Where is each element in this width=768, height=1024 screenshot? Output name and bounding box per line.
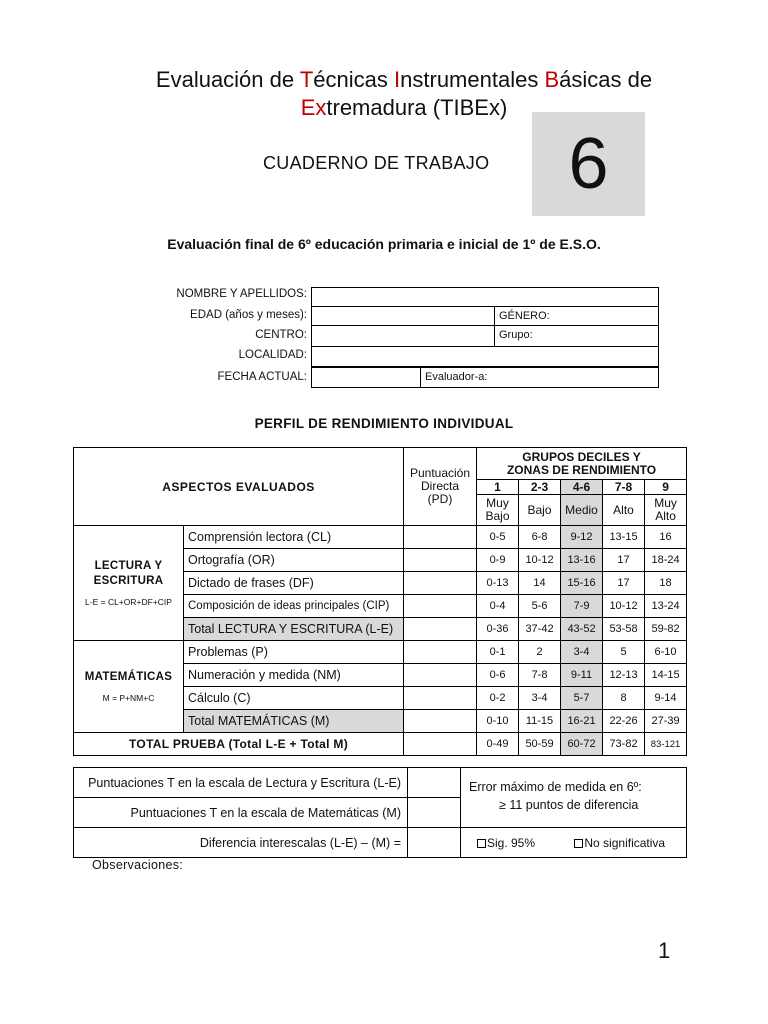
reading-t-input[interactable] (408, 768, 461, 798)
category-name: LECTURA Y (94, 560, 163, 572)
pd-header-line: Puntuación (409, 466, 471, 480)
grand-total-label: TOTAL PRUEBA (Total L-E + Total M) (74, 733, 404, 756)
name-label: NOMBRE Y APELLIDOS: (176, 288, 307, 300)
range-cell: 0-49 (477, 733, 519, 756)
decile-header: 2-3 (519, 480, 561, 495)
decile-header: 7-8 (603, 480, 645, 495)
aspect-label: Composición de ideas principales (CIP) (184, 595, 404, 618)
title-part: ásicas de (559, 67, 653, 92)
title-part: nstrumentales (400, 67, 545, 92)
range-cell: 6-10 (645, 641, 687, 664)
range-cell: 11-15 (519, 710, 561, 733)
pd-input[interactable] (404, 641, 477, 664)
error-note-line: Error máximo de medida en 6º: (469, 780, 642, 794)
range-cell: 9-14 (645, 687, 687, 710)
pd-input[interactable] (404, 595, 477, 618)
pd-input[interactable] (404, 618, 477, 641)
page-number: 1 (658, 938, 671, 963)
range-cell: 43-52 (561, 618, 603, 641)
range-cell: 83-121 (645, 733, 687, 756)
range-cell: 0-6 (477, 664, 519, 687)
title-part: écnicas (313, 67, 395, 92)
groups-header-line: ZONAS DE RENDIMIENTO (506, 462, 657, 477)
decile-header: 4-6 (561, 480, 603, 495)
range-cell: 0-2 (477, 687, 519, 710)
range-cell: 0-36 (477, 618, 519, 641)
aspects-header: ASPECTOS EVALUADOS (74, 448, 404, 526)
pd-input[interactable] (404, 664, 477, 687)
center-field[interactable] (311, 325, 495, 347)
nosig-option[interactable] (574, 836, 665, 850)
range-cell: 0-10 (477, 710, 519, 733)
title-part: Ex (300, 95, 327, 120)
decile-header: 9 (645, 480, 687, 495)
range-cell: 10-12 (519, 549, 561, 572)
range-cell: 13-24 (645, 595, 687, 618)
pd-input[interactable] (404, 687, 477, 710)
range-cell: 22-26 (603, 710, 645, 733)
aspect-label: Cálculo (C) (184, 687, 404, 710)
title-part: B (544, 67, 560, 92)
range-cell: 0-5 (477, 526, 519, 549)
workbook-label: CUADERNO DE TRABAJO (263, 153, 490, 173)
group-label: Grupo: (499, 329, 533, 341)
evaluator-field[interactable] (420, 367, 659, 388)
range-cell: 5-7 (561, 687, 603, 710)
range-cell: 6-8 (519, 526, 561, 549)
age-label: EDAD (años y meses): (190, 309, 307, 321)
subtitle: Evaluación final de 6º educación primaria e inicial de 1º de E.S.O. (167, 236, 601, 252)
range-cell: 9-12 (561, 526, 603, 549)
range-cell: 12-13 (603, 664, 645, 687)
error-note-line: ≥ 11 puntos de diferencia (499, 798, 639, 812)
pd-input[interactable] (404, 710, 477, 733)
math-t-input[interactable] (408, 798, 461, 828)
title-part: Evaluación de (155, 67, 300, 92)
aspect-label: Ortografía (OR) (184, 549, 404, 572)
zone-line: Muy (486, 496, 509, 510)
pd-input[interactable] (404, 733, 477, 756)
sig-option[interactable] (477, 836, 535, 850)
zone-header (645, 495, 687, 526)
profile-title: PERFIL DE RENDIMIENTO INDIVIDUAL (254, 416, 514, 431)
aspect-label: Problemas (P) (184, 641, 404, 664)
range-cell: 0-9 (477, 549, 519, 572)
grade-number: 6 (532, 112, 645, 216)
gender-label: GÉNERO: (499, 310, 550, 322)
title-part: T (299, 67, 314, 92)
zone-header: Medio (561, 495, 603, 526)
category-name: ESCRITURA (93, 575, 164, 587)
checkbox-icon[interactable] (574, 839, 583, 848)
error-note (461, 768, 687, 828)
difference-label: Diferencia interescalas (L-E) – (M) = (74, 828, 408, 858)
range-cell: 60-72 (561, 733, 603, 756)
zone-line: Bajo (485, 509, 510, 523)
t-score-table (73, 767, 687, 858)
significance-options (461, 828, 687, 858)
aspect-label: Numeración y medida (NM) (184, 664, 404, 687)
center-label: CENTRO: (255, 329, 307, 341)
zone-header: Alto (603, 495, 645, 526)
checkbox-icon[interactable] (477, 839, 486, 848)
range-cell: 17 (603, 549, 645, 572)
aspect-label: Dictado de frases (DF) (184, 572, 404, 595)
groups-header (477, 448, 687, 480)
range-cell: 7-9 (561, 595, 603, 618)
range-cell: 0-1 (477, 641, 519, 664)
range-cell: 14-15 (645, 664, 687, 687)
sig-label: Sig. 95% (487, 835, 536, 850)
range-cell: 18-24 (645, 549, 687, 572)
name-field[interactable] (311, 287, 659, 307)
date-field[interactable] (311, 367, 421, 388)
range-cell: 5 (603, 641, 645, 664)
reading-t-label: Puntuaciones T en la escala de Lectura y Escritura (L-E) (74, 768, 408, 798)
locality-label: LOCALIDAD: (238, 349, 307, 361)
locality-field[interactable] (311, 346, 659, 367)
range-cell: 0-4 (477, 595, 519, 618)
range-cell: 15-16 (561, 572, 603, 595)
range-cell: 3-4 (561, 641, 603, 664)
aspect-total-label: Total MATEMÁTICAS (M) (184, 710, 404, 733)
category-math (74, 641, 184, 733)
range-cell: 10-12 (603, 595, 645, 618)
category-formula: M = P+NM+C (102, 693, 155, 703)
zone-line: Muy (654, 496, 677, 510)
range-cell: 37-42 (519, 618, 561, 641)
range-cell: 5-6 (519, 595, 561, 618)
category-reading (74, 526, 184, 641)
age-field[interactable] (311, 306, 495, 326)
date-label: FECHA ACTUAL: (217, 371, 307, 383)
nosig-label: No significativa (584, 835, 666, 850)
title-part: tremadura (TIBEx) (326, 95, 508, 120)
range-cell: 53-58 (603, 618, 645, 641)
range-cell: 50-59 (519, 733, 561, 756)
range-cell: 59-82 (645, 618, 687, 641)
range-cell: 27-39 (645, 710, 687, 733)
aspect-label: Comprensión lectora (CL) (184, 526, 404, 549)
range-cell: 9-11 (561, 664, 603, 687)
pd-input[interactable] (404, 549, 477, 572)
pd-header-line: (PD) (427, 492, 453, 506)
range-cell: 7-8 (519, 664, 561, 687)
pd-input[interactable] (404, 526, 477, 549)
range-cell: 3-4 (519, 687, 561, 710)
pd-input[interactable] (404, 572, 477, 595)
range-cell: 17 (603, 572, 645, 595)
range-cell: 73-82 (603, 733, 645, 756)
group-field[interactable] (494, 325, 659, 347)
zone-header: Bajo (519, 495, 561, 526)
title-part: I (394, 67, 401, 92)
gender-field[interactable] (494, 306, 659, 326)
range-cell: 0-13 (477, 572, 519, 595)
pd-header-line: Directa (421, 479, 460, 493)
range-cell: 2 (519, 641, 561, 664)
math-t-label: Puntuaciones T en la escala de Matemáticas (M) (74, 798, 408, 828)
aspect-total-label: Total LECTURA Y ESCRITURA (L-E) (184, 618, 404, 641)
range-cell: 13-16 (561, 549, 603, 572)
range-cell: 8 (603, 687, 645, 710)
observations-label: Observaciones: (92, 858, 184, 872)
range-cell: 16 (645, 526, 687, 549)
decile-header: 1 (477, 480, 519, 495)
groups-header-line: GRUPOS DECILES Y (522, 449, 641, 464)
performance-table (73, 447, 687, 756)
zone-line: Alto (655, 509, 676, 523)
category-name: MATEMÁTICAS (84, 671, 173, 683)
category-formula: L-E = CL+OR+DF+CIP (85, 597, 172, 607)
range-cell: 16-21 (561, 710, 603, 733)
difference-input[interactable] (408, 828, 461, 858)
range-cell: 14 (519, 572, 561, 595)
pd-header (404, 448, 477, 526)
range-cell: 13-15 (603, 526, 645, 549)
range-cell: 18 (645, 572, 687, 595)
evaluator-label: Evaluador-a: (425, 371, 488, 383)
zone-header (477, 495, 519, 526)
